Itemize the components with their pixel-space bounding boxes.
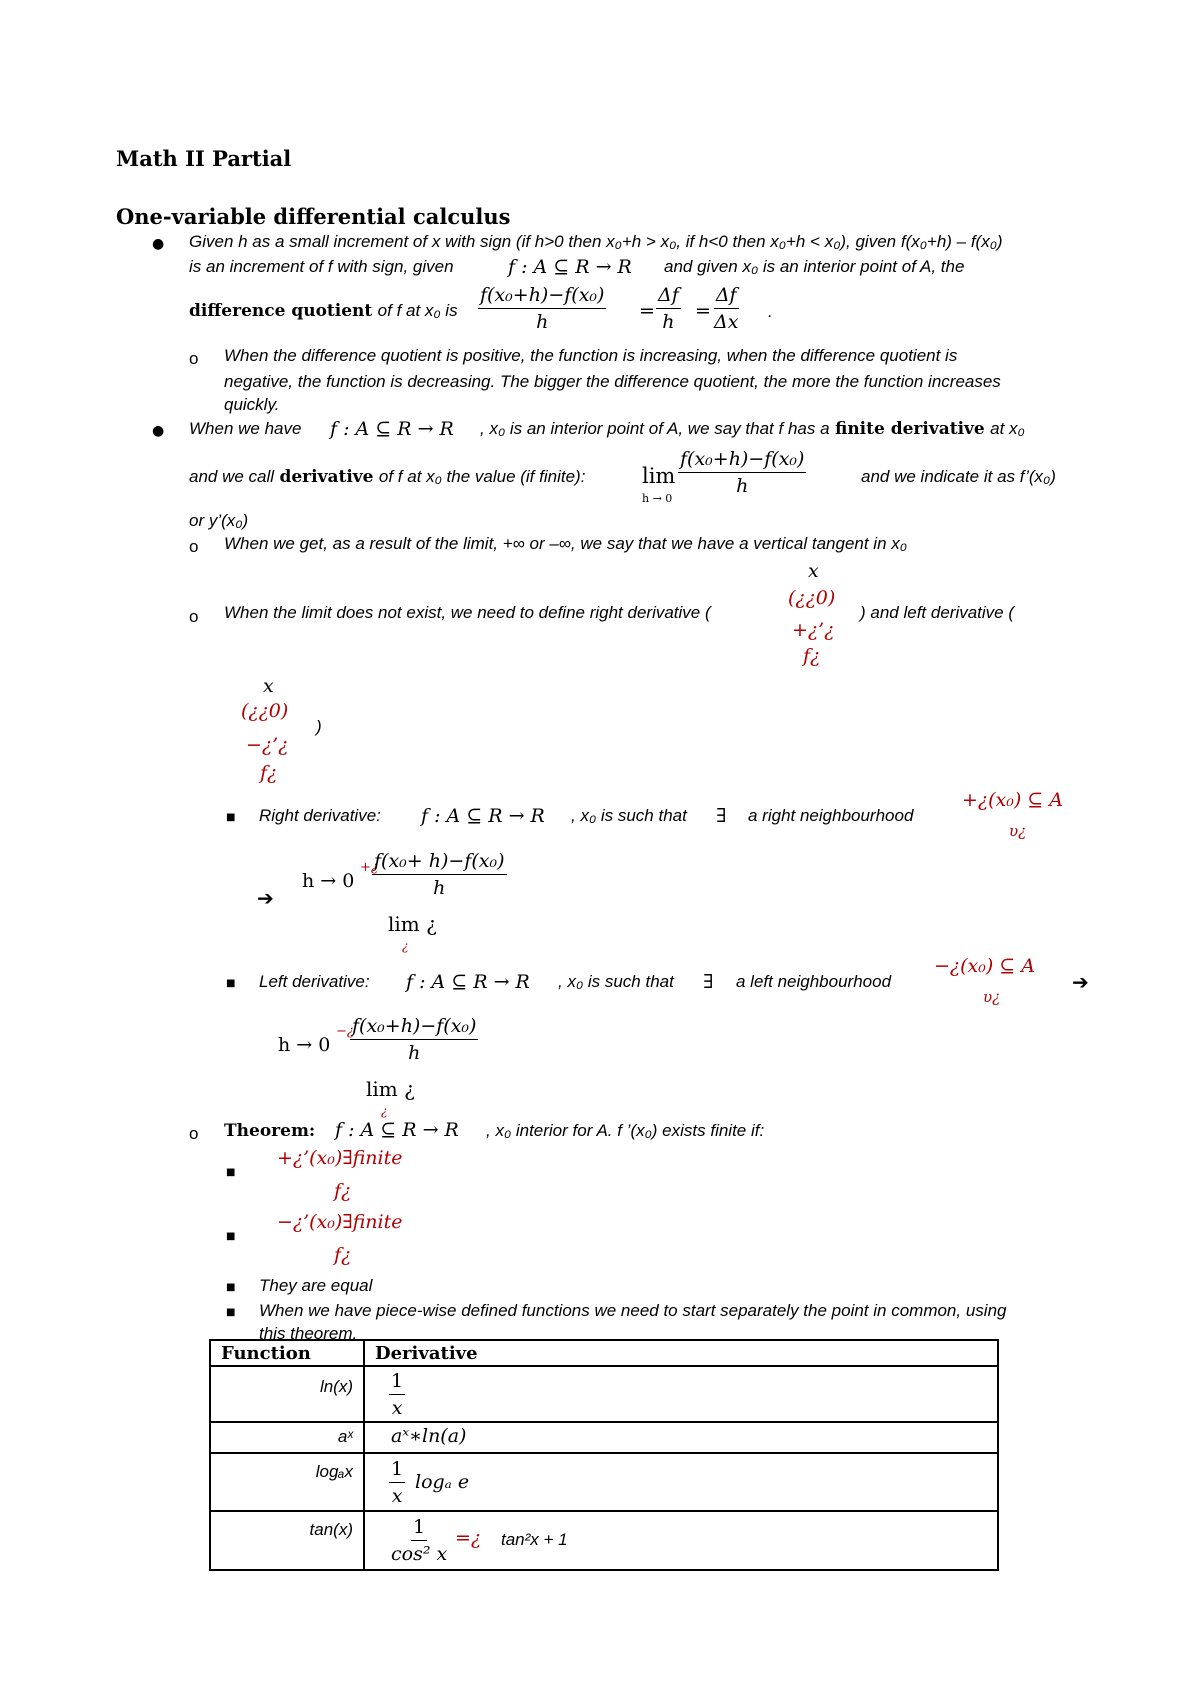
- right-mapping: f : A ⊆ R → R: [421, 805, 545, 827]
- square-bullet-icon: ■: [226, 978, 236, 989]
- p1sub-line1: When the difference quotient is positive, the function is increasing, when the difference quotient is: [224, 346, 958, 365]
- table-cell: [364, 1422, 998, 1453]
- table-fraction: $\frac{1}{\text{cos² x}}$: [391, 1516, 448, 1565]
- table-cell: [364, 1511, 998, 1570]
- table-cell: logₐx: [210, 1453, 364, 1511]
- derivative-table: [209, 1339, 999, 1571]
- right-quotient: $\frac{\text{f(x₀+ h)−f(x₀)}}{h}$: [374, 850, 505, 899]
- theorem-cond1: +¿’(x₀)∃finite: [277, 1147, 403, 1169]
- p2sub2-close: ): [316, 717, 322, 736]
- p1sub-line3: quickly.: [224, 395, 280, 414]
- bullet-icon: ●: [152, 423, 165, 439]
- p2sub2-text-a: When the limit does not exist, we need to define right derivative (: [224, 603, 711, 622]
- left-upsilon: υ¿: [983, 988, 1001, 1006]
- theorem-mapping: f : A ⊆ R → R: [335, 1119, 459, 1141]
- table-cell: ln(x): [210, 1366, 364, 1422]
- left-text: , x₀ is such that: [558, 972, 674, 991]
- right-label: Right derivative:: [259, 806, 381, 825]
- square-bullet-icon: ■: [226, 1307, 236, 1318]
- theorem-cond4a: When we have piece-wise defined functions we need to start separately the point in common, using: [259, 1301, 1007, 1320]
- theorem-cond3: They are equal: [259, 1276, 373, 1295]
- table-cell: [364, 1366, 998, 1422]
- right-limsub: ¿: [402, 939, 409, 953]
- left-label: Left derivative:: [259, 972, 370, 991]
- page-title: Math II Partial: [116, 146, 292, 171]
- table-header: Function: [210, 1340, 364, 1366]
- p2-mapping: f : A ⊆ R → R: [330, 418, 454, 440]
- square-bullet-icon: ■: [226, 1167, 236, 1178]
- square-bullet-icon: ■: [226, 1282, 236, 1293]
- exists-symbol: ∃: [716, 805, 727, 827]
- left-text2: a left neighbourhood: [736, 972, 892, 991]
- p1-dot: .: [768, 302, 773, 321]
- p1sub-line2: negative, the function is decreasing. The bigger the difference quotient, the more the function increases: [224, 372, 1001, 391]
- p1-line2b: and given x₀ is an interior point of A, the: [664, 257, 965, 276]
- theorem-text: , x₀ interior for A. f ’(x₀) exists finite if:: [486, 1121, 765, 1140]
- p2-line1a: When we have: [189, 419, 302, 438]
- glyph-paren: (¿¿0): [241, 700, 289, 722]
- p1-line1: Given h as a small increment of x with sign (if h>0 then x₀+h > x₀, if h<0 then x₀+h < x₀), given f(x₀+h) – f(x₀): [189, 232, 1003, 251]
- p1-mapping: f : A ⊆ R → R: [508, 256, 632, 278]
- circle-bullet-icon: o: [189, 537, 199, 556]
- right-arrow-icon: ➔: [257, 886, 274, 910]
- table-row: [210, 1511, 998, 1570]
- delta-quotient-2: $\frac{\Delta f}{\Delta x}$: [714, 284, 739, 333]
- table-expression: aˣ∗ln(a): [391, 1425, 467, 1447]
- table-expression: tan²x + 1: [501, 1530, 568, 1549]
- section-heading: One-variable differential calculus: [116, 204, 511, 229]
- table-expression: logₐ e: [415, 1471, 470, 1493]
- table-fraction: $\frac{1}{x}$: [391, 1370, 404, 1419]
- table-header: Derivative: [364, 1340, 998, 1366]
- circle-bullet-icon: o: [189, 607, 199, 626]
- theorem-cond1-f: f¿: [334, 1180, 352, 1202]
- right-hto: h → 0: [302, 870, 355, 892]
- left-limsub: ¿: [381, 1104, 388, 1118]
- left-neighbourhood: −¿(x₀) ⊆ A: [934, 955, 1035, 977]
- limit-sub: h → 0: [642, 492, 673, 505]
- right-neighbourhood: +¿(x₀) ⊆ A: [962, 789, 1063, 811]
- p2-line3: or y’(x₀): [189, 511, 249, 530]
- glyph-minus: −¿’¿: [246, 734, 289, 756]
- right-text2: a right neighbourhood: [748, 806, 914, 825]
- table-cell: [364, 1453, 998, 1511]
- right-lim: lim ¿: [388, 912, 437, 936]
- eq-sign-1: =: [639, 300, 655, 322]
- circle-bullet-icon: o: [189, 349, 199, 368]
- theorem-label: Theorem:: [224, 1121, 316, 1141]
- p2-line2c: and we indicate it as f’(x₀): [861, 467, 1056, 486]
- eq-sign-2: =: [695, 300, 711, 322]
- glyph-plus: +¿’¿: [792, 619, 835, 641]
- glyph-f: f¿: [803, 645, 821, 667]
- right-text: , x₀ is such that: [571, 806, 687, 825]
- table-cell: aˣ: [210, 1422, 364, 1453]
- table-row: [210, 1366, 998, 1422]
- theorem-cond2: −¿’(x₀)∃finite: [277, 1211, 403, 1233]
- difference-quotient: $\frac{\text{f(x₀+h)−f(x₀)}}{h}$: [480, 284, 605, 333]
- table-fraction: $\frac{1}{x}$: [391, 1458, 404, 1507]
- p1-line2a: is an increment of f with sign, given: [189, 257, 454, 276]
- p2sub2-text-b: ) and left derivative (: [860, 603, 1015, 622]
- exists-symbol: ∃: [703, 971, 714, 993]
- glyph-paren: (¿¿0): [788, 587, 836, 609]
- left-quotient: $\frac{\text{f(x₀+h)−f(x₀)}}{h}$: [352, 1015, 477, 1064]
- delta-quotient-1: $\frac{\Delta f}{h}$: [658, 284, 679, 333]
- right-upsilon: υ¿: [1009, 822, 1027, 840]
- derivative-limit-quotient: $\frac{\text{f(x₀+h)−f(x₀)}}{h}$: [680, 448, 805, 497]
- p2sub1: When we get, as a result of the limit, +∞ or –∞, we say that we have a vertical tangent in x₀: [224, 534, 907, 553]
- table-equals: =¿: [455, 1527, 482, 1549]
- left-arrow-icon: ➔: [1072, 970, 1089, 994]
- limit-lim: lim: [642, 464, 676, 488]
- circle-bullet-icon: o: [189, 1124, 199, 1143]
- theorem-cond2-f: f¿: [334, 1244, 352, 1266]
- left-sup: −¿: [336, 1024, 354, 1039]
- square-bullet-icon: ■: [226, 1231, 236, 1242]
- p2-line2: and we call derivative of f at x₀ the value (if finite):: [189, 467, 586, 487]
- p1-line3: difference quotient of f at x₀ is: [189, 301, 458, 321]
- table-header-row: [210, 1340, 998, 1366]
- square-bullet-icon: ■: [226, 812, 236, 823]
- left-mapping: f : A ⊆ R → R: [406, 971, 530, 993]
- glyph-x: x: [808, 560, 819, 582]
- p2-line1b: , x₀ is an interior point of A, we say that f has a finite derivative at x₀: [480, 419, 1025, 439]
- left-hto: h → 0: [278, 1034, 331, 1056]
- table-row: [210, 1453, 998, 1511]
- right-sup: +¿: [360, 860, 378, 875]
- theorem-cond4b: this theorem.: [259, 1324, 358, 1343]
- left-lim: lim ¿: [366, 1077, 415, 1101]
- glyph-f: f¿: [260, 762, 278, 784]
- bullet-icon: ●: [152, 236, 165, 252]
- table-row: [210, 1422, 998, 1453]
- table-cell: tan(x): [210, 1511, 364, 1570]
- glyph-x: x: [263, 675, 274, 697]
